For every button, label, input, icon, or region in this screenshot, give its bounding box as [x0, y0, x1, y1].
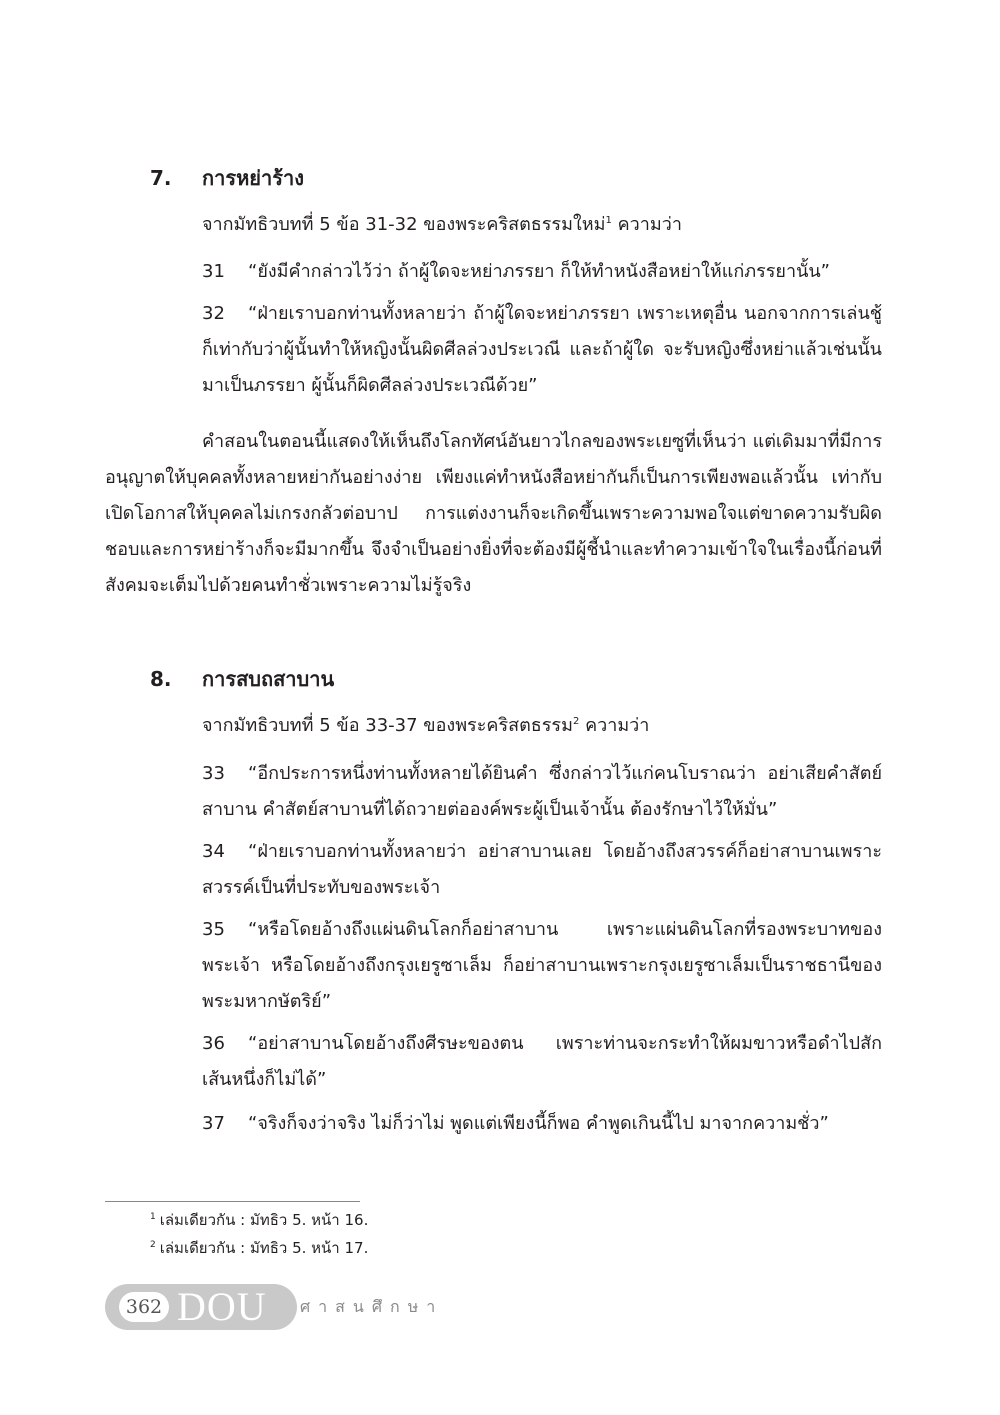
verse-text: “หรือโดยอ้างถึงแผ่นดินโลกก็อย่าสาบาน เพราะแผ่นดินโลกที่รองพระบาทของพระเจ้า หรือโดยอ้างถึงกรุงเยรูซาเล็ม ก็อย่าสาบานเพราะกรุงเยรูซาเล็มเป็นราชธานีของพระมหากษัตริย์”	[202, 919, 882, 1012]
footnote-text: เล่มเดียวกัน : มัทธิว 5. หน้า 16.	[159, 1211, 369, 1229]
verse-33	[202, 756, 882, 828]
verse-32	[202, 296, 882, 404]
footnote-divider	[105, 1201, 360, 1202]
verse-31	[202, 254, 882, 290]
commentary-text: คำสอนในตอนนี้แสดงให้เห็นถึงโลกทัศน์อันยาวไกลของพระเยซูที่เห็นว่า แต่เดิมมาที่มีการอนุญาตให้บุคคลทั้งหลายหย่ากันอย่างง่าย เพียงแค่ทำหนังสือหย่ากันก็เป็นการเพียงพอแล้วนั้น เท่ากับเปิดโอกาสให้บุคคลไม่เกรงกลัวต่อบาป การแต่งงานก็จะเกิดขึ้นเพราะความพอใจแต่ขาดความรับผิดชอบและการหย่าร้างก็จะมีมากขึ้น จึงจำเป็นอย่างยิ่งที่จะต้องมีผู้ชี้นำและทำความเข้าใจในเรื่องนี้ก่อนที่สังคมจะเต็มไปด้วยคนทำชั่วเพราะความไม่รู้จริง	[105, 431, 882, 596]
verse-number: 37	[202, 1113, 225, 1134]
section-7-commentary	[105, 424, 882, 604]
section-7-intro	[202, 210, 882, 240]
footnote-1	[150, 1208, 368, 1232]
verse-number: 31	[202, 261, 225, 282]
verse-number: 33	[202, 763, 225, 784]
section-7-heading	[150, 163, 304, 193]
section-7-intro-text: จากมัทธิวบทที่ 5 ข้อ 31-32 ของพระคริสตธรรมใหม่	[202, 214, 606, 235]
verse-35	[202, 912, 882, 1020]
section-7-number: 7.	[150, 166, 172, 190]
section-8-heading	[150, 664, 334, 694]
verse-text: “ฝ่ายเราบอกท่านทั้งหลายว่า ถ้าผู้ใดจะหย่าภรรยา เพราะเหตุอื่น นอกจากการเล่นชู้ก็เท่ากับว่าผู้นั้นทำให้หญิงนั้นผิดศีลล่วงประเวณี และถ้าผู้ใด จะรับหญิงซึ่งหย่าแล้วเช่นนั้นมาเป็นภรรยา ผู้นั้นก็ผิดศีลล่วงประเวณีด้วย”	[202, 303, 882, 396]
verse-36	[202, 1026, 882, 1098]
section-8-intro-text: จากมัทธิวบทที่ 5 ข้อ 33-37 ของพระคริสตธรรม	[202, 715, 573, 736]
verse-text: “จริงก็จงว่าจริง ไม่ก็ว่าไม่ พูดแต่เพียงนี้ก็พอ คำพูดเกินนี้ไป มาจากความชั่ว”	[248, 1113, 829, 1134]
verse-number: 34	[202, 841, 225, 862]
footnote-2	[150, 1236, 368, 1260]
dou-logo: DOU	[177, 1284, 267, 1329]
footnote-mark: 1	[150, 1212, 156, 1222]
verse-text: “อย่าสาบานโดยอ้างถึงศีรษะของตน เพราะท่านจะกระทำให้ผมขาวหรือดำไปสักเส้นหนึ่งก็ไม่ได้”	[202, 1033, 882, 1090]
course-subject: ศาสนศึกษา	[300, 1297, 444, 1316]
verse-text: “อีกประการหนึ่งท่านทั้งหลายได้ยินคำ ซึ่งกล่าวไว้แก่คนโบราณว่า อย่าเสียคำสัตย์สาบาน คำสัตย์สาบานที่ได้ถวายต่อองค์พระผู้เป็นเจ้านั้น ต้องรักษาไว้ให้มั่น”	[202, 763, 882, 820]
verse-number: 35	[202, 919, 225, 940]
section-8-intro	[202, 711, 882, 741]
section-8-title: การสบถสาบาน	[202, 667, 335, 691]
section-8-intro-tail: ความว่า	[579, 715, 650, 736]
page-badge	[105, 1284, 297, 1330]
footnote-ref-2[interactable]: 2	[572, 716, 580, 727]
section-8-number: 8.	[150, 667, 172, 691]
page-number: 362	[119, 1292, 169, 1322]
footnote-mark: 2	[150, 1240, 156, 1250]
verse-34	[202, 834, 882, 906]
verse-number: 32	[202, 303, 225, 324]
verse-text: “ฝ่ายเราบอกท่านทั้งหลายว่า อย่าสาบานเลย โดยอ้างถึงสวรรค์ก็อย่าสาบานเพราะสวรรค์เป็นที่ประทับของพระเจ้า	[202, 841, 882, 898]
verse-37	[202, 1106, 882, 1142]
footnote-ref-1[interactable]: 1	[605, 215, 612, 226]
section-7-title: การหย่าร้าง	[202, 166, 304, 190]
footnote-text: เล่มเดียวกัน : มัทธิว 5. หน้า 17.	[159, 1239, 369, 1257]
verse-text: “ยังมีคำกล่าวไว้ว่า ถ้าผู้ใดจะหย่าภรรยา ก็ให้ทำหนังสือหย่าให้แก่ภรรยานั้น”	[248, 261, 831, 282]
section-7-intro-tail: ความว่า	[611, 214, 682, 235]
verse-number: 36	[202, 1033, 225, 1054]
